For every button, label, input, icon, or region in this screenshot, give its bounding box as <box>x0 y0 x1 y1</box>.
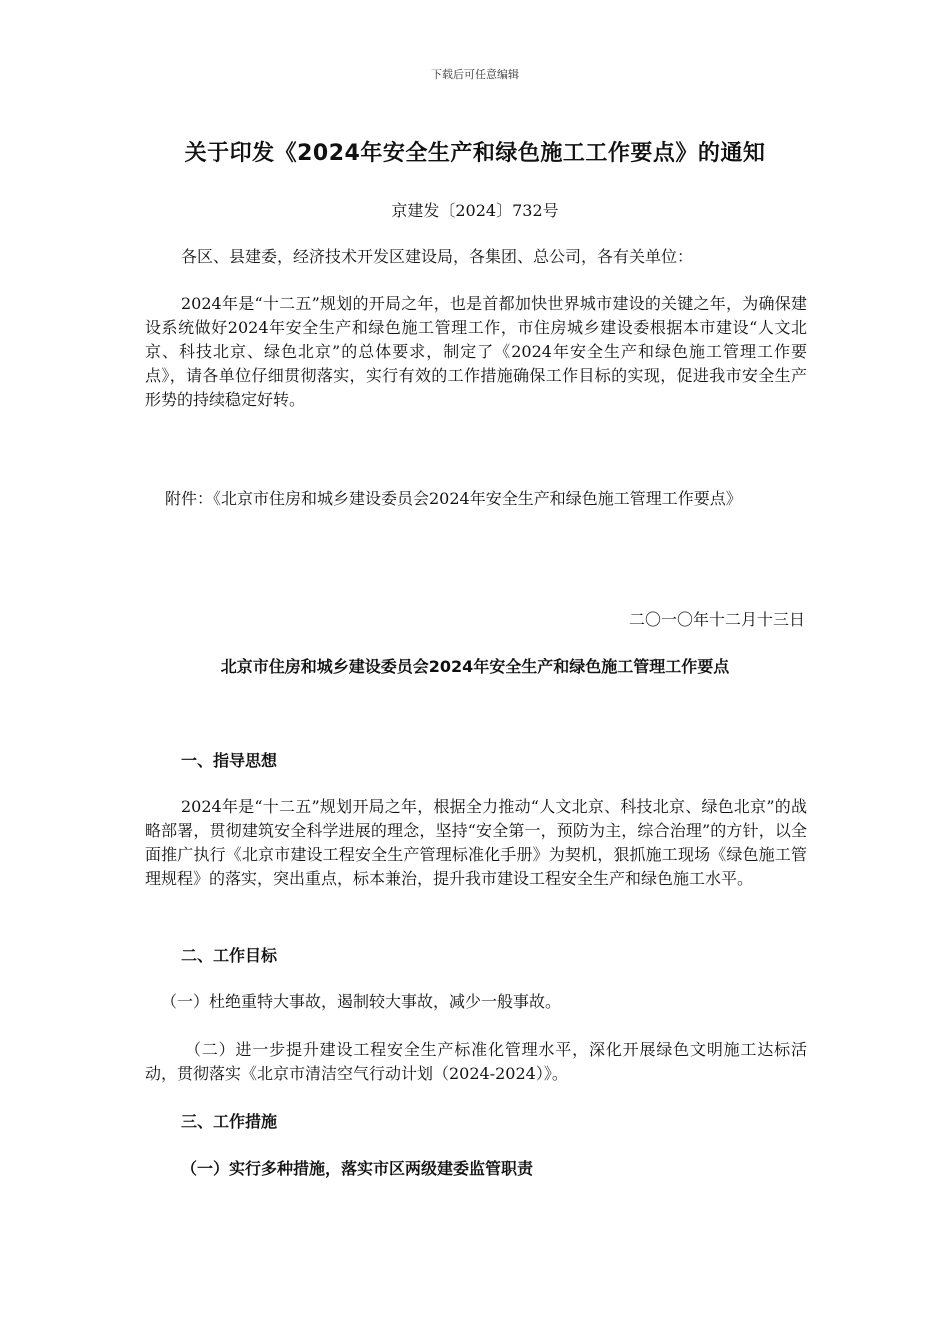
attachment-title: 北京市住房和城乡建设委员会2024年安全生产和绿色施工管理工作要点 <box>220 657 730 676</box>
issue-date: 二〇一〇年十二月十三日 <box>628 610 805 629</box>
header-note: 下载后可任意编辑 <box>431 68 519 81</box>
addressee-line: 各区、县建委，经济技术开发区建设局，各集团、总公司，各有关单位： <box>181 247 694 266</box>
attachment-line: 附件：《北京市住房和城乡建设委员会2024年安全生产和绿色施工管理工作要点》 <box>165 489 742 508</box>
work-goal-item-1: （一）杜绝重特大事故，遏制较大事故，减少一般事故。 <box>161 992 562 1011</box>
work-measures-subheading-1: （一）实行多种措施，落实市区两级建委监管职责 <box>181 1159 534 1178</box>
work-goal-item-2: （二）进一步提升建设工程安全生产标准化管理水平，深化开展绿色文明施工达标活动，贯彻落实《北京市清洁空气行动计划（2024-2024）》。 <box>145 1040 807 1083</box>
document-number: 京建发〔2024〕732号 <box>391 201 559 220</box>
section-heading-guiding-ideology: 一、指导思想 <box>181 751 278 770</box>
section-heading-work-goals: 二、工作目标 <box>181 946 278 965</box>
guiding-ideology-paragraph: 2024年是“十二五”规划开局之年，根据全力推动“人文北京、科技北京、绿色北京”的战略部署，贯彻建筑安全科学进展的理念，坚持“安全第一，预防为主，综合治理”的方针，以全面推广执行《北京市建设工程安全生产管理标准化手册》为契机，狠抓施工现场《绿色施工管理规程》的落实，突出重点，标本兼治，提升我市建设工程安全生产和绿色施工水平。 <box>145 797 807 888</box>
intro-paragraph: 2024年是“十二五”规划的开局之年，也是首都加快世界城市建设的关键之年，为确保建设系统做好2024年安全生产和绿色施工管理工作，市住房城乡建设委根据本市建设“人文北京、科技北京、绿色北京”的总体要求，制定了《2024年安全生产和绿色施工管理工作要点》，请各单位仔细贯彻落实，实行有效的工作措施确保工作目标的实现，促进我市安全生产形势的持续稳定好转。 <box>145 294 807 409</box>
document-title: 关于印发《2024年安全生产和绿色施工工作要点》的通知 <box>184 141 766 166</box>
section-heading-work-measures: 三、工作措施 <box>181 1112 278 1131</box>
